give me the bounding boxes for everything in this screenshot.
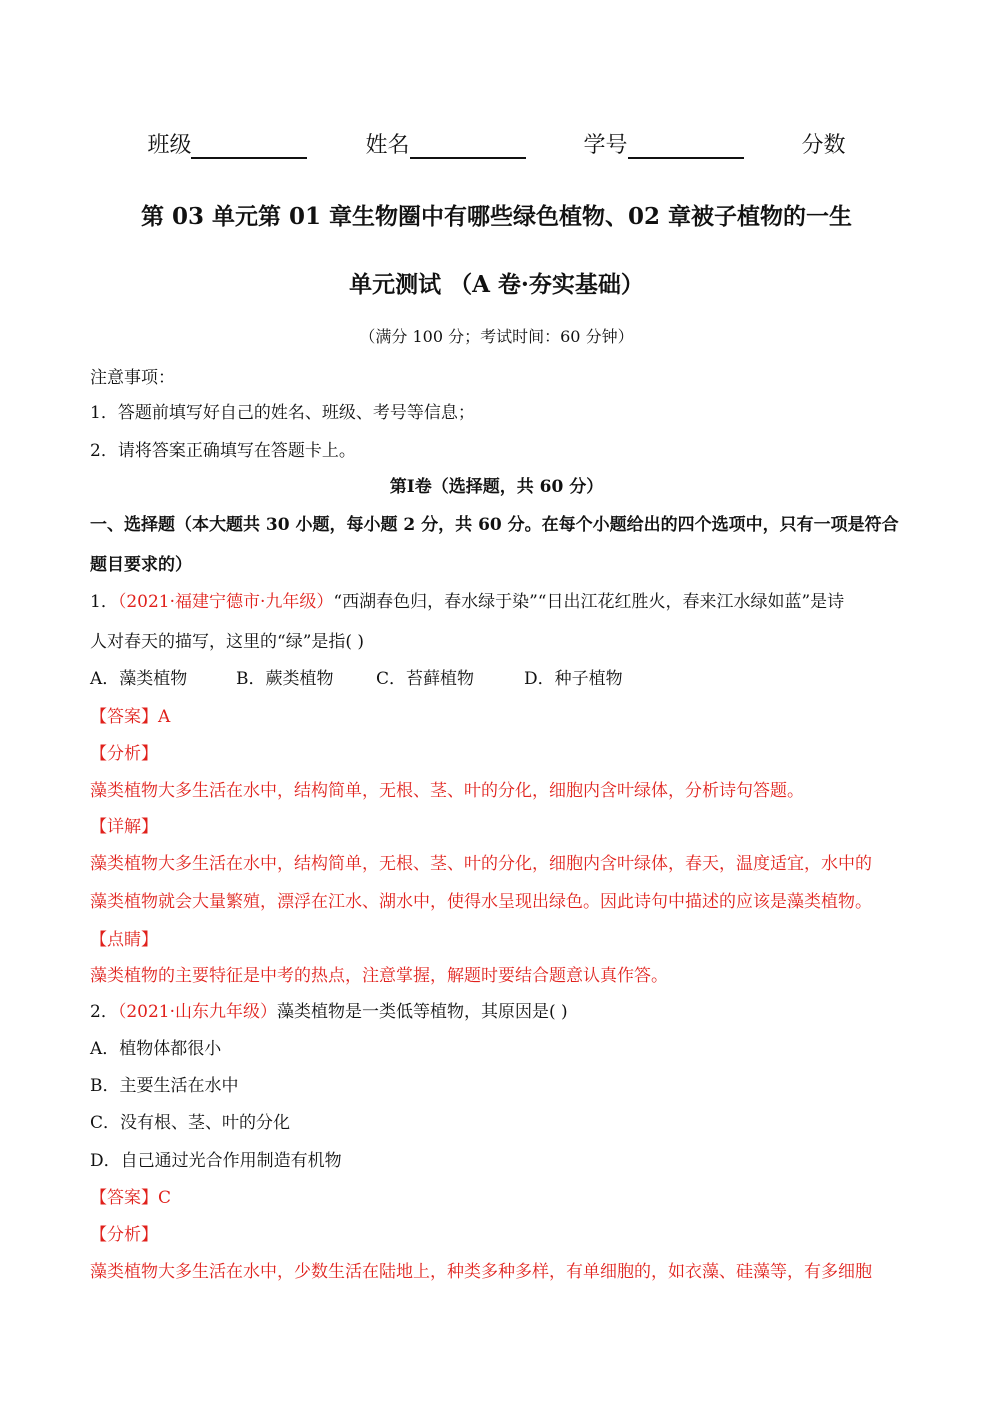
option-a: A．藻类植物 — [90, 669, 188, 689]
student-id-label: 学号 — [583, 133, 628, 158]
option-d: D．自己通过光合作用制造有机物 — [90, 1151, 342, 1171]
point-text: 藻类植物的主要特征是中考的热点，注意掌握，解题时要结合题意认真作答。 — [90, 966, 668, 986]
option-b: B．蕨类植物 — [236, 669, 334, 689]
section-instruction-1: 一、选择题（本大题共 30 小题，每小题 2 分，共 60 分。在每个小题给出的四个选项中，只有一项是符合 — [90, 515, 899, 535]
question-2-stem — [90, 997, 568, 1022]
option-a: A．植物体都很小 — [90, 1039, 222, 1059]
question-number: 2． — [90, 1002, 118, 1022]
page-title: 第 03 单元第 01 章生物圈中有哪些绿色植物、02 章被子植物的一生 — [140, 203, 853, 230]
page-title-line2: 单元测试 （A 卷·夯实基础） — [349, 271, 644, 298]
exam-subtitle: （满分 100 分；考试时间：60 分钟） — [359, 327, 634, 346]
class-blank[interactable] — [191, 133, 307, 159]
detail-text-1: 藻类植物大多生活在水中，结构简单，无根、茎、叶的分化，细胞内含叶绿体，春天，温度适宜，水中的 — [90, 854, 872, 874]
question-1-stem — [90, 587, 844, 612]
score-label: 分数 — [801, 133, 846, 158]
question-source: （2021·山东九年级） — [117, 1002, 277, 1022]
notice-heading: 注意事项： — [90, 368, 175, 388]
analysis-text: 藻类植物大多生活在水中，结构简单，无根、茎、叶的分化，细胞内含叶绿体，分析诗句答题。 — [90, 781, 804, 801]
notice-item-2: 2．请将答案正确填写在答题卡上。 — [90, 441, 356, 461]
notice-item-1: 1．答题前填写好自己的姓名、班级、考号等信息； — [90, 403, 475, 423]
question-text: 藻类植物是一类低等植物，其原因是( ) — [277, 1002, 568, 1022]
name-label: 姓名 — [365, 133, 410, 158]
answer: 【答案】C — [90, 1188, 172, 1208]
point-label: 【点睛】 — [90, 930, 158, 950]
option-c: C．苔藓植物 — [376, 669, 475, 689]
section-title: 第Ⅰ卷（选择题，共 60 分） — [389, 477, 604, 497]
analysis-text: 藻类植物大多生活在水中，少数生活在陆地上，种类多种多样，有单细胞的，如衣藻、硅藻等，有多细胞 — [90, 1262, 872, 1282]
analysis-label: 【分析】 — [90, 1225, 158, 1245]
analysis-label: 【分析】 — [90, 744, 158, 764]
option-b: B．主要生活在水中 — [90, 1076, 239, 1096]
section-instruction-2: 题目要求的） — [90, 555, 192, 575]
question-text: “西湖春色归，春水绿于染”“日出江花红胜火，春来江水绿如蓝”是诗 — [333, 592, 845, 612]
student-id-blank[interactable] — [628, 133, 744, 159]
question-number: 1． — [90, 592, 118, 612]
class-label: 班级 — [147, 133, 192, 158]
option-d: D．种子植物 — [524, 669, 623, 689]
detail-text-2: 藻类植物就会大量繁殖，漂浮在江水、湖水中，使得水呈现出绿色。因此诗句中描述的应该是藻类植物。 — [90, 892, 872, 912]
name-blank[interactable] — [410, 133, 526, 159]
question-source: （2021·福建宁德市·九年级） — [117, 592, 334, 612]
question-1-stem-cont: 人对春天的描写，这里的“绿”是指( ) — [90, 632, 365, 652]
option-c: C．没有根、茎、叶的分化 — [90, 1113, 291, 1133]
answer: 【答案】A — [90, 707, 171, 727]
student-info-fields — [0, 128, 993, 159]
detail-label: 【详解】 — [90, 817, 158, 837]
